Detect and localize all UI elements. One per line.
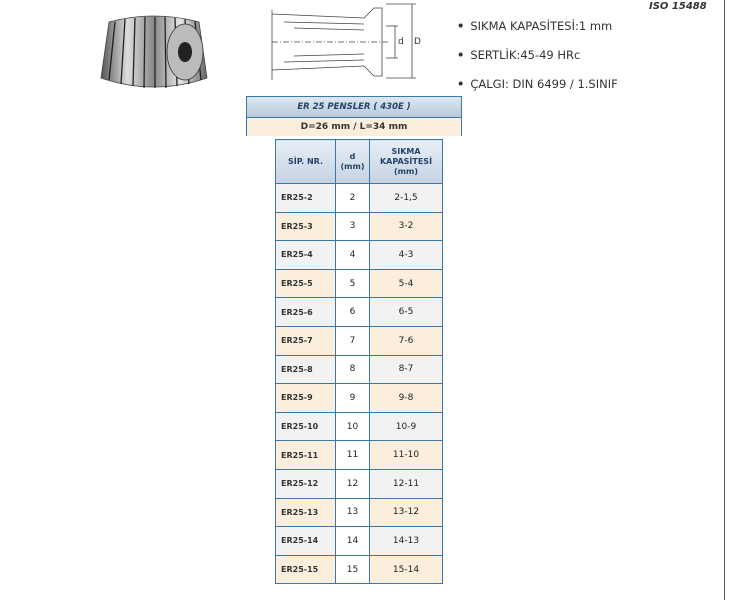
cell-sip: ER25-14	[276, 527, 336, 556]
cell-capacity: 10-9	[370, 412, 443, 441]
table-row	[276, 269, 443, 298]
table-row	[276, 555, 443, 584]
cell-d: 14	[336, 527, 370, 556]
cell-sip: ER25-11	[276, 441, 336, 470]
col-sip: SİP. NR.	[276, 140, 336, 184]
table-row	[276, 498, 443, 527]
spec-hardness: • SERTLİK:45-49 HRc	[457, 48, 581, 62]
col-capacity: SIKMA KAPASİTESİ (mm)	[370, 140, 443, 184]
cell-capacity: 11-10	[370, 441, 443, 470]
cell-d: 10	[336, 412, 370, 441]
table-header-row	[276, 140, 443, 184]
cell-capacity: 7-6	[370, 326, 443, 355]
cell-d: 15	[336, 555, 370, 584]
cell-d: 3	[336, 212, 370, 241]
cell-d: 6	[336, 298, 370, 327]
cell-sip: ER25-10	[276, 412, 336, 441]
table-title: ER 25 PENSLER ( 430E )	[247, 97, 461, 118]
cell-d: 7	[336, 326, 370, 355]
cell-d: 9	[336, 384, 370, 413]
table-row	[276, 469, 443, 498]
cell-capacity: 12-11	[370, 469, 443, 498]
cell-capacity: 14-13	[370, 527, 443, 556]
cell-d: 11	[336, 441, 370, 470]
table-row	[276, 355, 443, 384]
col-d: d (mm)	[336, 140, 370, 184]
cell-capacity: 3-2	[370, 212, 443, 241]
cell-sip: ER25-7	[276, 326, 336, 355]
cell-sip: ER25-5	[276, 269, 336, 298]
spec-list	[457, 18, 618, 105]
cell-d: 4	[336, 241, 370, 270]
cell-sip: ER25-3	[276, 212, 336, 241]
table-row	[276, 441, 443, 470]
cell-sip: ER25-12	[276, 469, 336, 498]
cell-capacity: 2-1,5	[370, 184, 443, 213]
cell-sip: ER25-15	[276, 555, 336, 584]
dim-large-label: D	[414, 37, 421, 47]
dim-small-label: d	[398, 37, 404, 47]
cell-d: 2	[336, 184, 370, 213]
collet-photo	[95, 8, 213, 94]
cell-sip: ER25-9	[276, 384, 336, 413]
spec-capacity: • SIKMA KAPASİTESİ:1 mm	[457, 19, 613, 33]
table-row	[276, 384, 443, 413]
cell-sip: ER25-13	[276, 498, 336, 527]
cell-sip: ER25-8	[276, 355, 336, 384]
cell-sip: ER25-6	[276, 298, 336, 327]
cell-capacity: 15-14	[370, 555, 443, 584]
cell-capacity: 8-7	[370, 355, 443, 384]
page-divider	[724, 0, 725, 600]
iso-label: ISO 15488	[649, 1, 707, 12]
table-row	[276, 527, 443, 556]
cell-capacity: 6-5	[370, 298, 443, 327]
collet-table	[275, 139, 443, 584]
cell-capacity: 13-12	[370, 498, 443, 527]
cell-capacity: 9-8	[370, 384, 443, 413]
cell-capacity: 5-4	[370, 269, 443, 298]
technical-drawing	[264, 2, 424, 82]
table-row	[276, 412, 443, 441]
spec-standard: • ÇALGI: DIN 6499 / 1.SINIF	[457, 77, 618, 91]
table-row	[276, 241, 443, 270]
cell-sip: ER25-4	[276, 241, 336, 270]
table-row	[276, 326, 443, 355]
table-row	[276, 184, 443, 213]
table-row	[276, 298, 443, 327]
table-row	[276, 212, 443, 241]
table-title-box	[246, 96, 462, 136]
cell-d: 13	[336, 498, 370, 527]
cell-d: 12	[336, 469, 370, 498]
cell-capacity: 4-3	[370, 241, 443, 270]
cell-sip: ER25-2	[276, 184, 336, 213]
cell-d: 5	[336, 269, 370, 298]
cell-d: 8	[336, 355, 370, 384]
table-subtitle: D=26 mm / L=34 mm	[247, 118, 461, 136]
